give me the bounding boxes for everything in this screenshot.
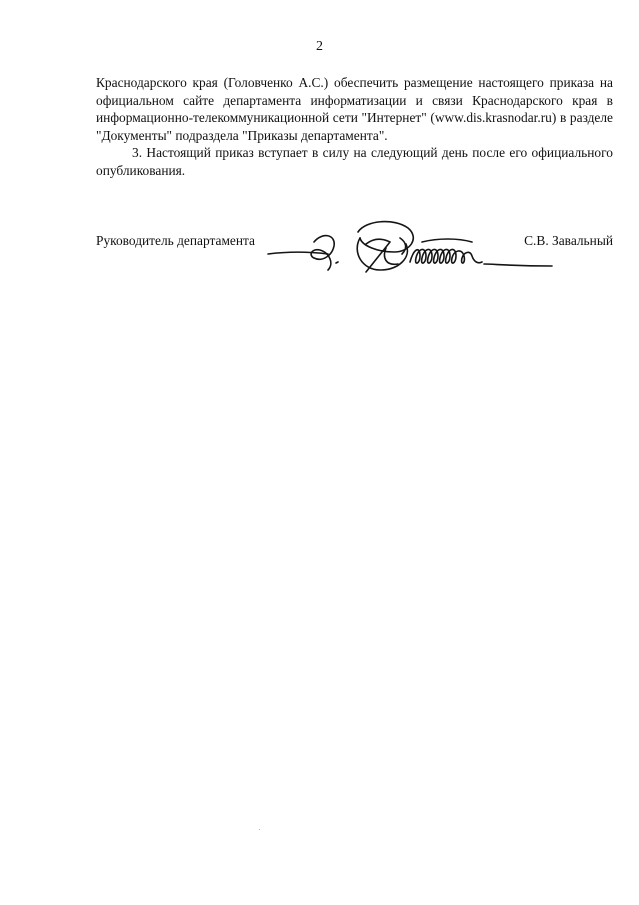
paragraph-effective-date: 3. Настоящий приказ вступает в силу на следующий день после его официального опубликования. <box>96 145 613 178</box>
scan-speck <box>259 829 260 830</box>
signatory-title: Руководитель департамента <box>96 233 255 248</box>
paragraph-publication: Краснодарского края (Головченко А.С.) обеспечить размещение настоящего приказа на официальном сайте департамента информатизации и связи Краснодарского края в информационно-телекоммуникационной сети "Интернет" (www.dis.krasnodar.ru) в разделе "Документы" подраздела "Приказы департамента". <box>96 75 613 143</box>
page-number: 2 <box>316 39 323 54</box>
signatory-name: С.В. Завальный <box>524 233 613 248</box>
handwritten-signature <box>262 218 554 284</box>
document-body <box>96 74 613 180</box>
